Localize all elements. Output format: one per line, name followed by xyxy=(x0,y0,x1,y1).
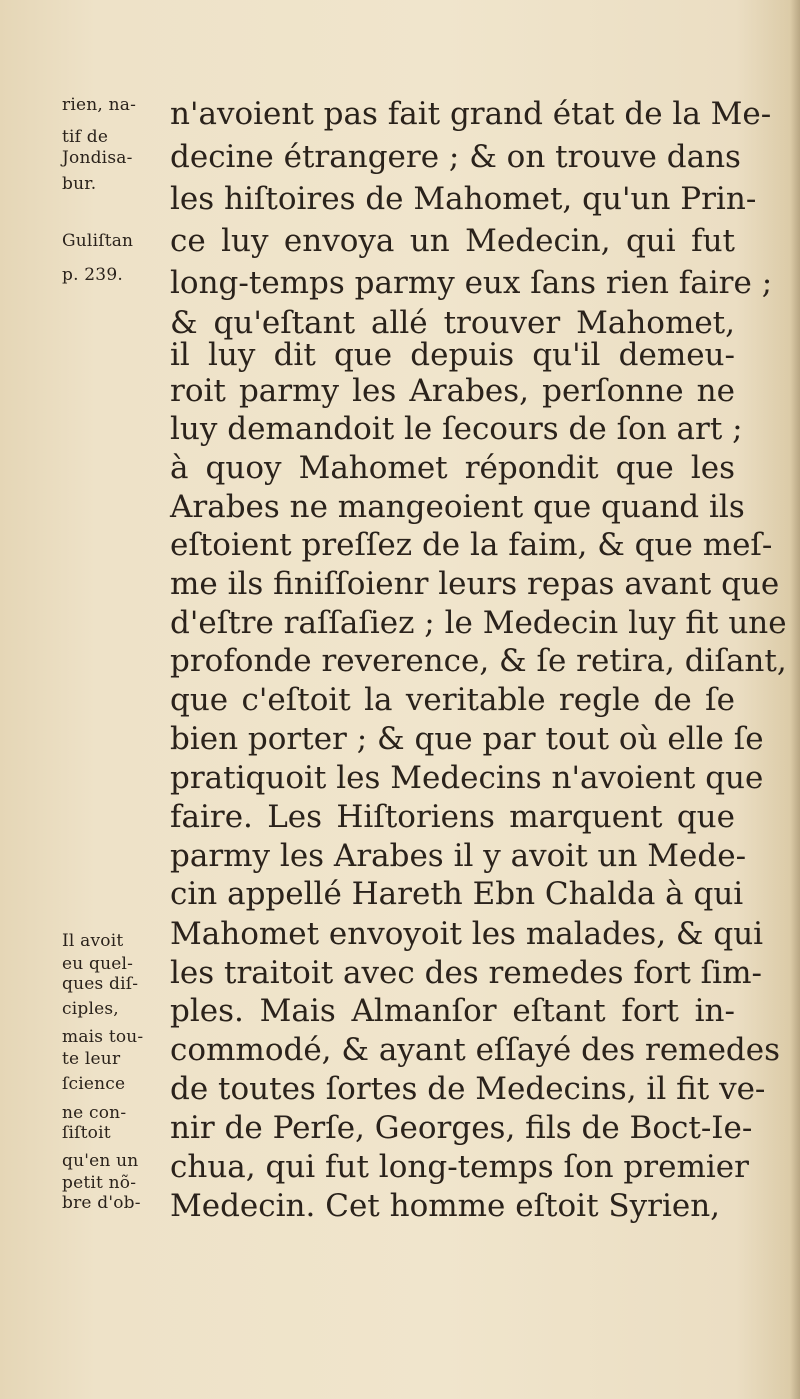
margin-note-line: eu quel- xyxy=(62,954,134,974)
margin-note-line: Guliſtan xyxy=(62,231,134,251)
page-edge-shadow xyxy=(790,0,800,1399)
margin-notes xyxy=(62,0,174,1399)
body-text-line: nir de Perſe, Georges, fils de Boct-Ie- xyxy=(170,1110,753,1146)
body-text-line: eſtoient preſſez de la faim, & que meſ- xyxy=(170,527,773,563)
body-text-line: long-temps parmy eux ſans rien faire ; xyxy=(170,265,773,301)
margin-note-line: Il avoit xyxy=(62,931,124,951)
body-text-line: les traitoit avec des remedes fort ſim- xyxy=(170,955,762,991)
body-text-line: cin appellé Hareth Ebn Chalda à qui xyxy=(170,876,744,912)
body-text-line: ples. Mais Almanſor eſtant fort in- xyxy=(170,993,735,1029)
body-text-line: ce luy envoya un Medecin, qui fut xyxy=(170,223,735,259)
body-text-line: profonde reverence, & ſe retira, diſant, xyxy=(170,643,787,679)
margin-note-line: tif de xyxy=(62,127,109,147)
body-text-line: il luy dit que depuis qu'il demeu- xyxy=(170,337,735,373)
body-text-line: & qu'eſtant allé trouver Mahomet, xyxy=(170,305,735,341)
body-text-line: de toutes ſortes de Medecins, il fit ve- xyxy=(170,1071,766,1107)
main-text-block xyxy=(170,0,787,1399)
body-text-line: les hiſtoires de Mahomet, qu'un Prin- xyxy=(170,181,757,217)
body-text-line: me ils finiſſoienr leurs repas avant que xyxy=(170,566,780,602)
margin-note-line: ſcience xyxy=(62,1074,126,1094)
margin-note-line: Jondisa- xyxy=(62,148,133,168)
body-text-line: que c'eſtoit la veritable regle de ſe xyxy=(170,682,735,718)
body-text-line: faire. Les Hiſtoriens marquent que xyxy=(170,799,735,835)
margin-note-line: rien, na- xyxy=(62,95,137,115)
margin-note-line: petit nõ- xyxy=(62,1173,137,1193)
body-text-line: luy demandoit le ſecours de ſon art ; xyxy=(170,411,743,447)
margin-note-line: p. 239. xyxy=(62,265,123,285)
margin-note-line: ques diſ- xyxy=(62,974,139,994)
body-text-line: roit parmy les Arabes, perſonne ne xyxy=(170,373,735,409)
body-text-line: chua, qui fut long-temps ſon premier xyxy=(170,1149,749,1185)
body-text-line: d'eſtre raſſaſiez ; le Medecin luy fit une xyxy=(170,605,787,641)
body-text-line: Mahomet envoyoit les malades, & qui xyxy=(170,916,764,952)
margin-note-line: mais tou- xyxy=(62,1027,144,1047)
margin-note-line: te leur xyxy=(62,1049,121,1069)
margin-note-line: ſiſtoit xyxy=(62,1123,111,1143)
body-text-line: n'avoient pas fait grand état de la Me- xyxy=(170,96,772,132)
body-text-line: Medecin. Cet homme eſtoit Syrien, xyxy=(170,1188,721,1224)
body-text-line: parmy les Arabes il y avoit un Mede- xyxy=(170,838,747,874)
body-text-line: bien porter ; & que par tout où elle ſe xyxy=(170,721,764,757)
body-text-line: decine étrangere ; & on trouve dans xyxy=(170,139,741,175)
margin-note-line: qu'en un xyxy=(62,1151,139,1171)
body-text-line: Arabes ne mangeoient que quand ils xyxy=(170,489,745,525)
body-text-line: pratiquoit les Medecins n'avoient que xyxy=(170,760,764,796)
margin-note-line: bre d'ob- xyxy=(62,1193,141,1213)
margin-note-line: ne con- xyxy=(62,1103,127,1123)
body-text-line: à quoy Mahomet répondit que les xyxy=(170,450,735,486)
margin-note-line: ciples, xyxy=(62,999,119,1019)
margin-note-line: bur. xyxy=(62,174,97,194)
body-text-line: commodé, & ayant eſſayé des remedes xyxy=(170,1032,781,1068)
